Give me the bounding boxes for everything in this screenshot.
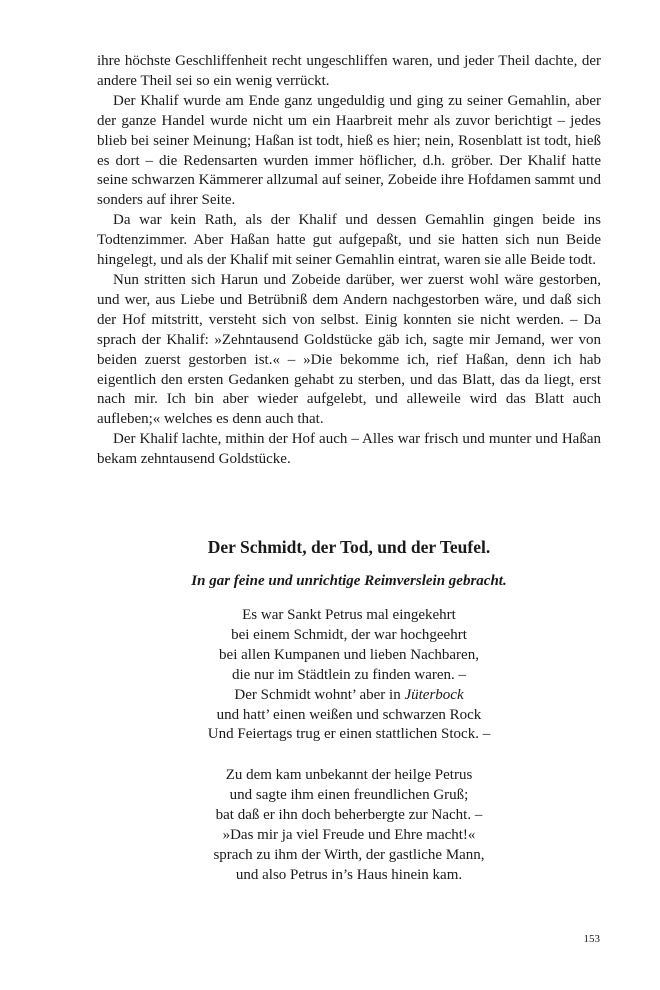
paragraph: Der Khalif lachte, mithin der Hof auch – Alles war frisch und munter und Haßan bekam zehntausend Goldstücke. <box>97 431 601 468</box>
poem-line <box>97 686 601 706</box>
poem-stanza-1 <box>97 606 601 745</box>
poem-line: Und Feiertags trug er einen stattlichen Stock. – <box>207 726 491 743</box>
paragraph: ihre höchste Geschliffenheit recht ungeschliffen waren, und jeder Theil dachte, der andere Theil sei so ein wenig verrückt. <box>97 53 601 89</box>
poem-line: bat daß er ihn doch beherbergte zur Nacht. – <box>215 806 483 823</box>
poem-line: bei allen Kumpanen und lieben Nachbaren, <box>219 646 479 663</box>
poem-line: und also Petrus in’s Haus hinein kam. <box>235 866 463 883</box>
poem-line: »Das mir ja viel Freude und Ehre macht!« <box>222 826 476 843</box>
poem-line: und sagte ihm einen freundlichen Gruß; <box>229 786 469 803</box>
body-text <box>97 52 601 470</box>
paragraph: Der Khalif wurde am Ende ganz ungeduldig und ging zu seiner Gemahlin, aber der ganze Handel wurde nicht um ein Haarbreit mehr als zuvor berichtigt – jedes blieb bei seiner Meinung; Haßan ist todt, hieß es hier; nein, Rosenblatt ist todt, hieß es dort – die Redensarten wurden immer höflicher, d.h. gröber. Der Khalif hatte seine schwarzen Kämmerer allzumal auf seiner, Zobeide ihre Hofdamen sammt und sonders auf ihrer Seite. <box>97 92 601 209</box>
poem-line: Zu dem kam unbekannt der heilge Petrus <box>225 767 473 783</box>
poem-line: Es war Sankt Petrus mal eingekehrt <box>242 607 456 623</box>
poem-line-text: Der Schmidt wohnt’ aber in <box>234 686 405 703</box>
story-subtitle: In gar feine und unrichtige Reimverslein gebracht. <box>191 573 507 589</box>
poem-line: bei einem Schmidt, der war hochgeehrt <box>231 626 467 643</box>
paragraph: Nun stritten sich Harun und Zobeide darüber, wer zuerst wohl wäre gestorben, und wer, aus Liebe und Betrübniß dem Andern nachgestorben wäre, und daß sich der Hof mitstritt, versteht sich von selbst. Einig konnten sie nicht werden. – Da sprach der Khalif: »Zehntausend Goldstücke gäb ich, sagte mir Jemand, wer von beiden zuerst gestorben ist.« – »Die bekomme ich, rief Haßan, denn ich hab eigentlich den ersten Gedanken gehabt zu sterben, und das Blatt, das da liegt, erst nach mir. Ich bin aber wieder aufgelebt, und alleweile wird das Blatt auch aufleben;« welches es denn auch that. <box>97 271 601 428</box>
poem-line: sprach zu ihm der Wirth, der gastliche Mann, <box>213 846 485 863</box>
place-name-italic: Jüterbock <box>404 686 464 703</box>
poem-line: die nur im Städtlein zu finden waren. – <box>231 666 467 683</box>
story-title: Der Schmidt, der Tod, und der Teufel. <box>207 537 491 557</box>
poem-line: und hatt’ einen weißen und schwarzen Rock <box>216 706 482 723</box>
page-number: 153 <box>583 933 600 945</box>
paragraph: Da war kein Rath, als der Khalif und dessen Gemahlin gingen beide ins Todtenzimmer. Aber Haßan hatte gut aufgepaßt, und sie hatten sich nun Beide hingelegt, und als der Khalif mit seiner Gemahlin eintrat, waren sie alle Beide todt. <box>97 212 601 269</box>
poem-stanza-2 <box>97 766 601 885</box>
